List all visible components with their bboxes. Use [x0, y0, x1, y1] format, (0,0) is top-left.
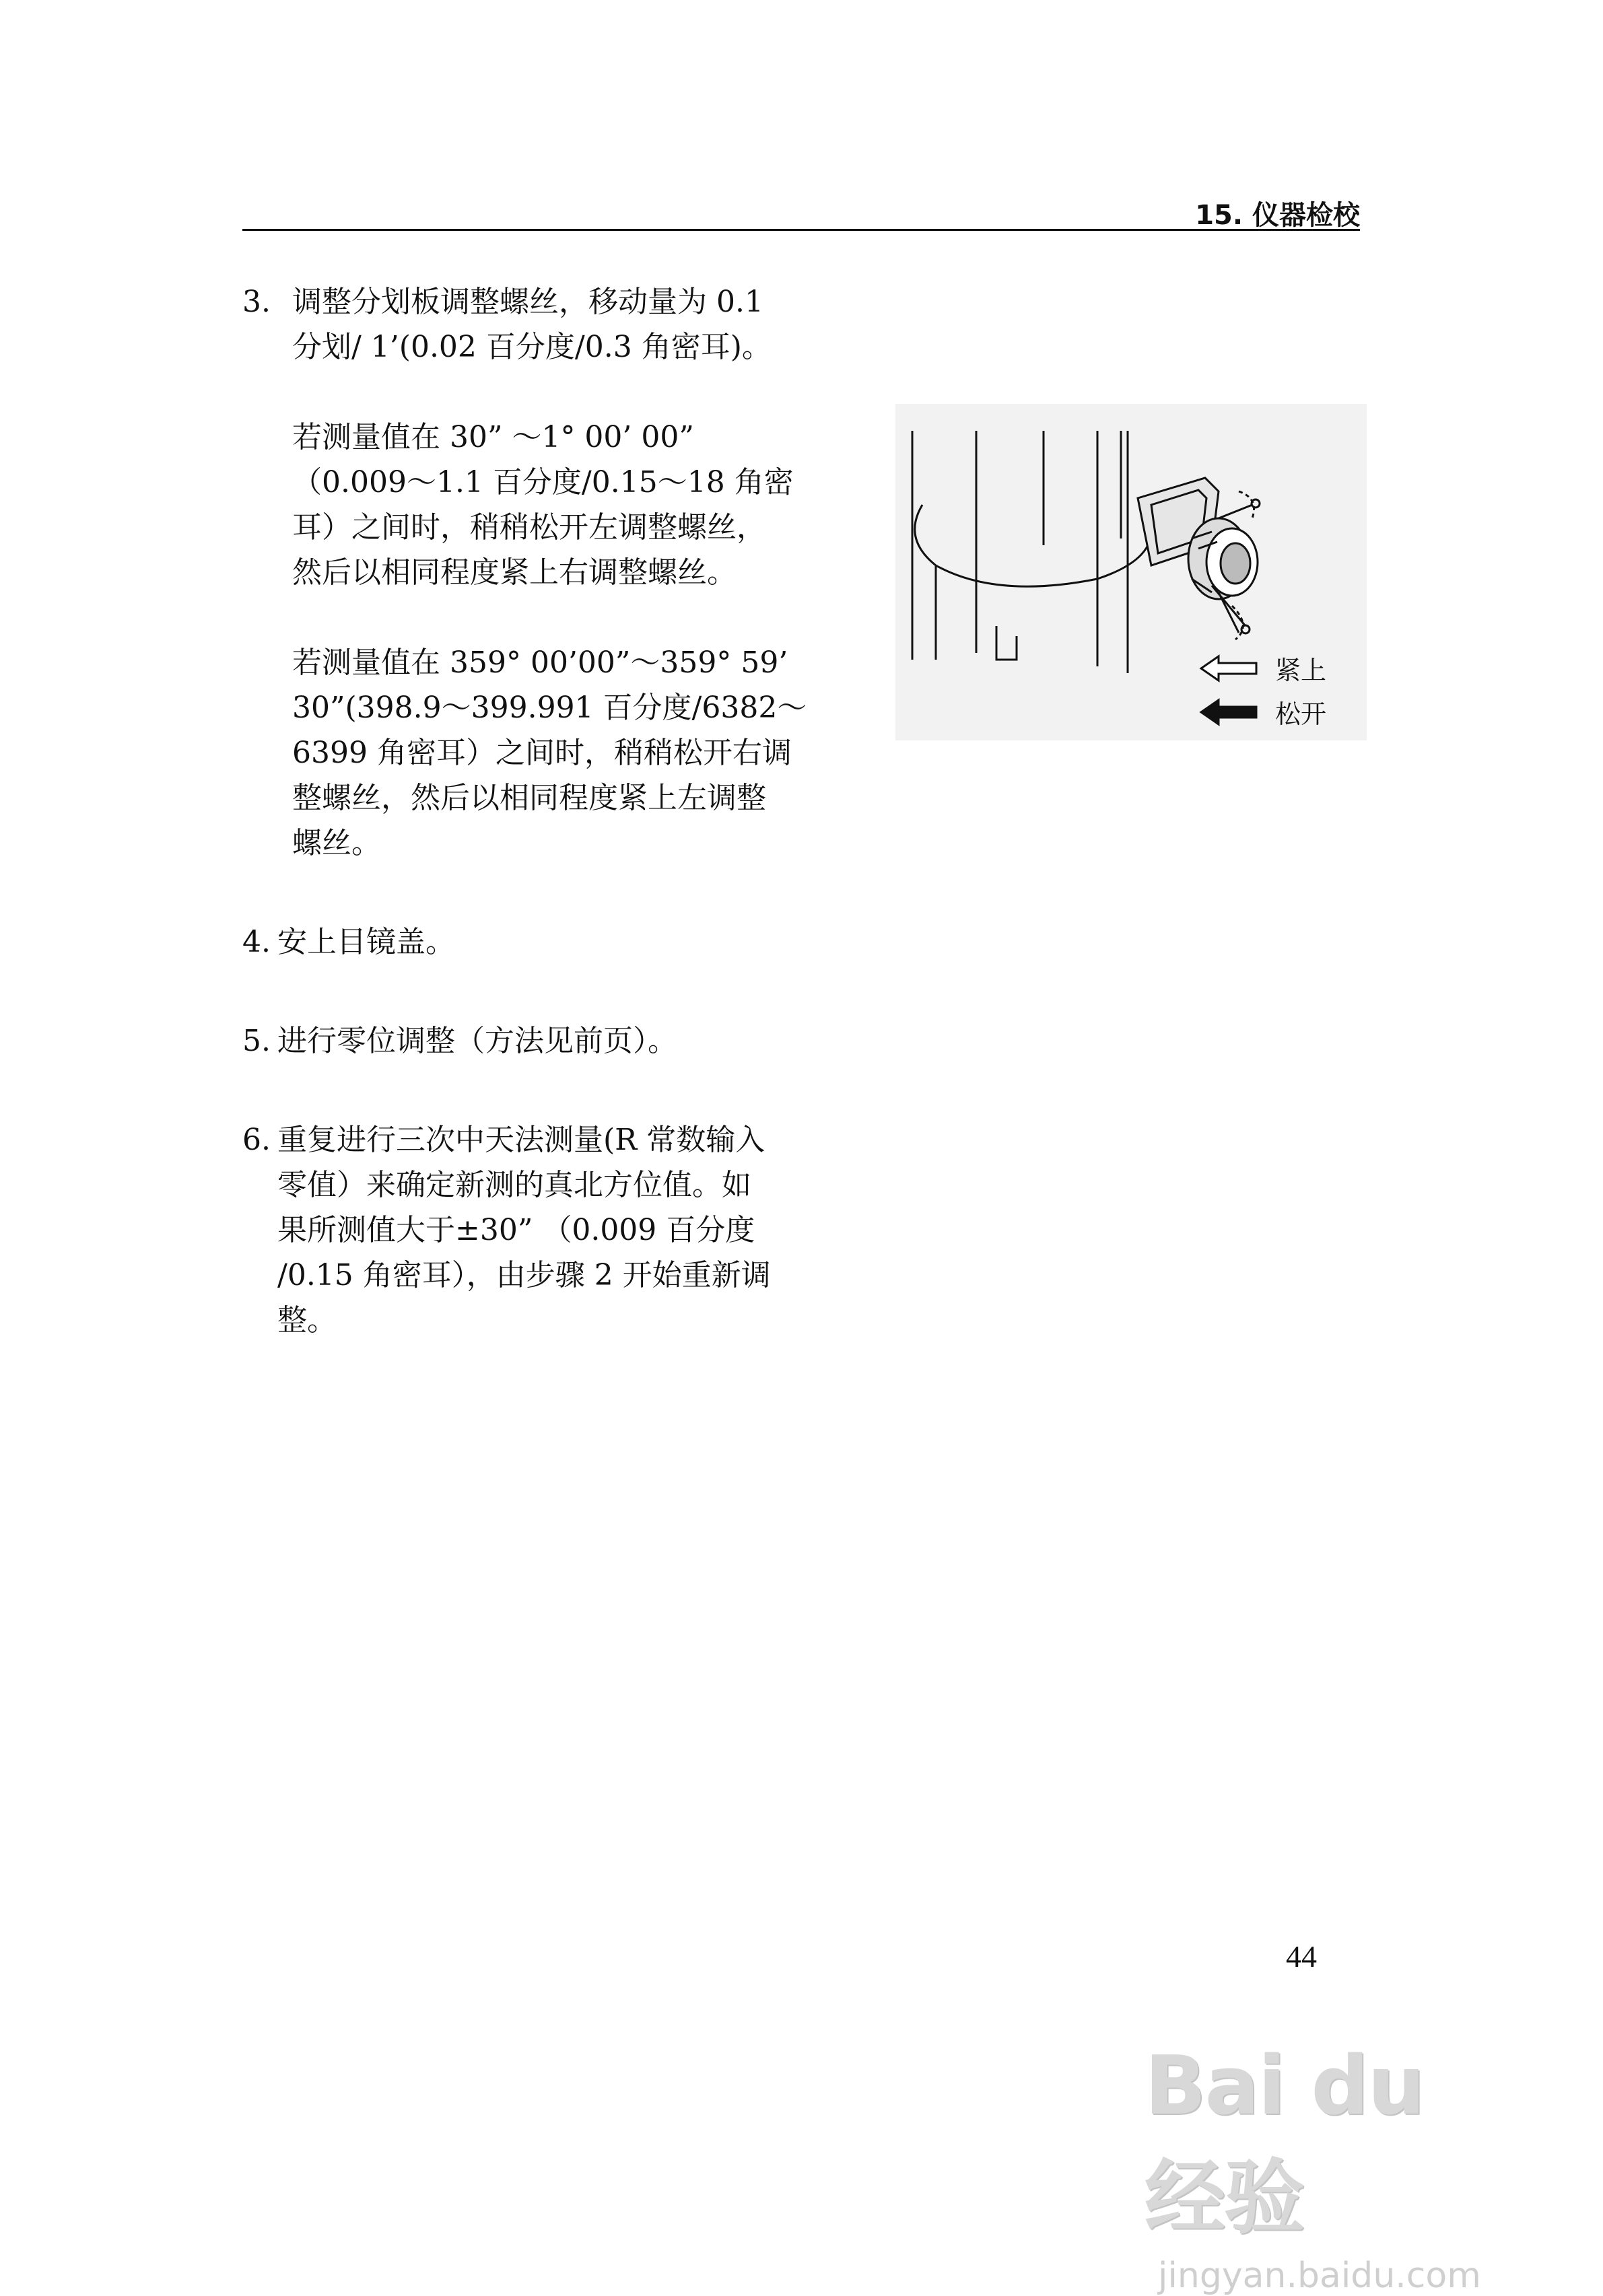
instruction-list	[242, 279, 835, 1343]
item-3-paragraph-2: 若测量值在 359° 00’00”～359° 59’ 30”(398.9～399.991 百分度/6382～ 6399 角密耳）之间时，稍稍松开右调 整螺丝，然后以相同程度紧上左调整 螺丝。	[292, 646, 807, 860]
item-text: 安上目镜盖。	[277, 925, 455, 959]
hollow-arrow-left-icon	[1198, 654, 1259, 683]
solid-arrow-left-icon	[1198, 697, 1259, 727]
item-number: 3.	[242, 285, 271, 319]
header-rule	[242, 229, 1360, 231]
item-3-paragraph-1: 若测量值在 30” ～1° 00’ 00” （0.009～1.1 百分度/0.15～18 角密 耳）之间时，稍稍松开左调整螺丝， 然后以相同程度紧上右调整螺丝。	[292, 420, 794, 590]
watermark-url: jingyan.baidu.com	[1158, 2256, 1481, 2296]
watermark	[1145, 2040, 1522, 2296]
legend-loosen	[1198, 693, 1326, 730]
eyepiece-adjustment-illustration	[895, 404, 1367, 740]
list-item-3	[242, 279, 835, 370]
item-number: 4.	[242, 925, 271, 959]
legend-label: 紧上	[1275, 656, 1327, 685]
list-item-4	[242, 919, 835, 965]
legend-tighten	[1198, 650, 1326, 687]
list-item-5	[242, 1018, 835, 1064]
item-number: 6.	[242, 1123, 271, 1157]
item-text: 重复进行三次中天法测量(R 常数输入 零值）来确定新测的真北方位值。如 果所测值大于±30” （0.009 百分度 /0.15 角密耳），由步骤 2 开始重新调 整。	[277, 1123, 771, 1337]
item-text: 调整分划板调整螺丝，移动量为 0.1 分划/ 1’(0.02 百分度/0.3 角密耳)。	[292, 285, 772, 364]
legend-label: 松开	[1275, 699, 1327, 729]
list-item-6	[242, 1117, 835, 1343]
page-number: 44	[1286, 1939, 1317, 1974]
item-text: 进行零位调整（方法见前页）。	[277, 1024, 677, 1058]
watermark-logo: Bai du 经验	[1145, 2040, 1424, 2245]
section-title: 15. 仪器检校	[1195, 200, 1360, 231]
item-number: 5.	[242, 1024, 271, 1058]
